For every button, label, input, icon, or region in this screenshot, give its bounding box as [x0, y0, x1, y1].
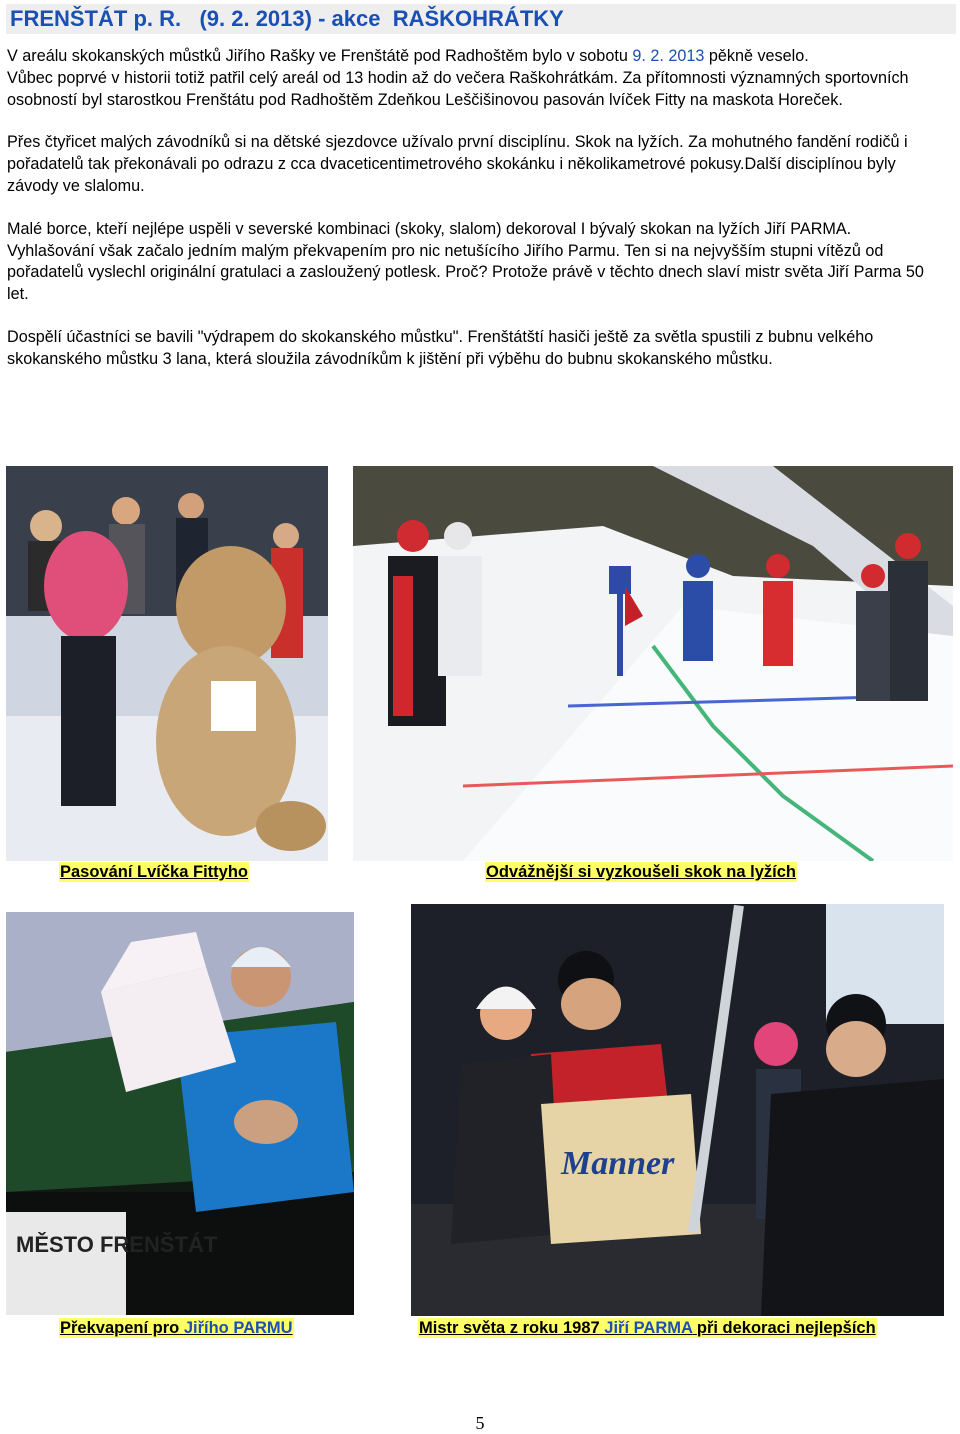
- p1-date: 9. 2. 2013: [632, 47, 705, 65]
- photo3-caption: [59, 1318, 294, 1338]
- paragraph-3: Malé borce, kteří nejlépe uspěli v severské kombinaci (skoky, slalom) dekoroval I bývalý skokan na lyžích Jiří PARMA.: [7, 219, 852, 238]
- title-place: FRENŠTÁT p. R.: [10, 6, 182, 31]
- paragraph-5: Dospělí účastníci se bavili "výdrapem do skokanského můstku". Frenštátští hasiči ještě za světla spustili z bubnu velkého skokanského můstku 3 lana, která sloužila závodníkům k jištění při výběhu do bubnu skokanského můstku.: [7, 327, 874, 368]
- p1-intro-end: pěkně veselo.: [708, 47, 809, 65]
- page-title: [6, 4, 956, 34]
- page-number: 5: [475, 1413, 485, 1433]
- photo4-caption-before: Mistr světa z roku 1987: [419, 1319, 600, 1337]
- photo4-caption-after: při dekoraci nejlepších: [696, 1319, 876, 1337]
- photo4-caption: [418, 1318, 877, 1338]
- photo-ski-jump-kids: [353, 466, 953, 861]
- photo-parma-awarding: [411, 904, 944, 1316]
- photo3-caption-before: Překvapení pro: [60, 1319, 180, 1337]
- p1-rest: Vůbec poprvé v historii totiž patřil celý areál od 13 hodin až do večera Raškohrátkám. Za přítomnosti významných sportovních osobností byl starostkou Frenštátu pod Radhoštěm Zdeňkou Leščišinovou pasován lvíček Fitty na maskota Horeček.: [7, 68, 909, 109]
- paragraph-1: [7, 46, 947, 111]
- title-event: RAŠKOHRÁTKY: [392, 6, 564, 31]
- title-date: (9. 2. 2013) - akce: [199, 6, 381, 31]
- p1-intro: V areálu skokanských můstků Jiřího Rašky ve Frenštátě pod Radhoštěm bylo v sobotu: [7, 47, 628, 65]
- photo1-caption: Pasování Lvíčka Fittyho: [60, 863, 248, 881]
- manner-bag-text: Manner: [561, 1145, 675, 1182]
- photo-parma-surprise: [6, 912, 354, 1315]
- paragraph-2: Přes čtyřicet malých závodníků si na dětské sjezdovce užívalo první disciplínu. Skok na lyžích. Za mohutného fandění rodičů i pořadatelů tak překonávali po odrazu z cca dvaceticentimetrového skokánku i několikametrové pokusy.Další disciplínou byly závody ve slalomu.: [7, 133, 908, 195]
- paragraph-4: Vyhlašování však začalo jedním malým překvapením pro nic netušícího Jiřího Parmu. Ten si na nejvyšším stupni vítězů od pořadatelů vyslechl originální gratulaci a zasloužený potlesk. Proč? Protože právě v těchto dnech slaví mistr světa Jiří Parma 50 let.: [7, 241, 924, 304]
- photo2-caption: Odvážnější si vyzkoušeli skok na lyžích: [486, 863, 796, 881]
- photo-mascot-knighting: [6, 466, 328, 861]
- title-bar: [6, 4, 956, 34]
- article-body: [7, 46, 947, 392]
- mesto-sign-text: MĚSTO FRENŠTÁT: [16, 1232, 218, 1257]
- photo4-caption-name: Jiří PARMA: [604, 1319, 693, 1337]
- photo3-caption-name: Jiřího PARMU: [183, 1319, 293, 1337]
